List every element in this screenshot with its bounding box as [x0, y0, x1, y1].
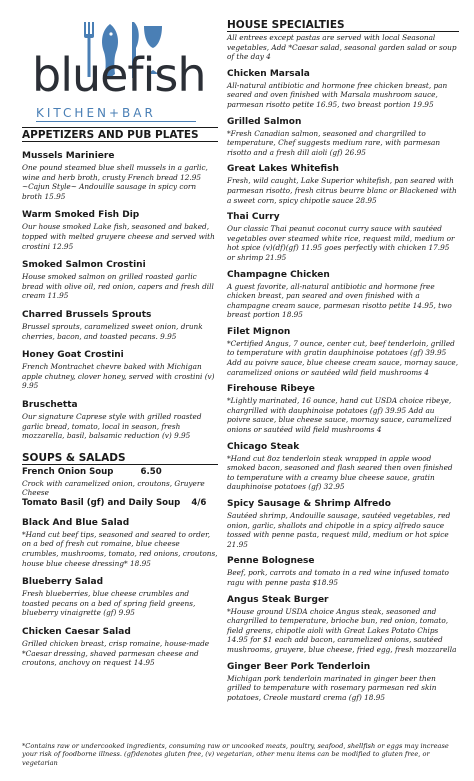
- item-desc: Our classic Thai peanut coconut curry sauce with sautéed vegetables over steamed white rice, request mild, medium or hot spice (v)(df)(gf) 11.95 goes perfectly with chicken 17.95 or shrimp 21.95: [227, 224, 455, 262]
- item-name: Firehouse Ribeye: [227, 384, 315, 395]
- menu-item: [227, 69, 459, 110]
- item-desc: *Lightly marinated, 16 ounce, hand cut USDA choice ribeye, chargrilled with dauphinoise potatoes (gf) 39.95 Add au poivre sauce, blue cheese sauce, mornay sauce, caramelized onions or sautéed wild field mushrooms 4: [227, 396, 452, 435]
- bluefish-logo: [18, 18, 206, 120]
- item-desc: *House ground USDA choice Angus steak, seasoned and chargrilled to temperature, brioche bun, red onion, tomato, field greens, chipotle aioli with Great Lakes Potato Chips 14.95 for $1 each add bacon, caramelized onions, sautéed mushrooms, gruyere, blue cheese, fried egg, fresh mozzarella: [227, 606, 457, 654]
- item-name: Tomato Basil (gf) and Daily Soup: [22, 497, 181, 508]
- french-onion-row: [22, 467, 218, 478]
- item-name: Mussels Mariniere: [22, 151, 115, 161]
- menu-item: [22, 151, 218, 201]
- soups-heading: SOUPS & SALADS: [22, 451, 218, 465]
- item-desc: Fresh, wild caught, Lake Superior whitefish, pan seared with parmesan risotto, fresh citrus beurre blanc or Blackened with a sweet corn, spicy chipotle sauce 28.95: [227, 176, 457, 205]
- item-desc: French Montrachet chevre baked with Michigan apple chutney, clover honey, served with crostini (v) 9.95: [22, 362, 215, 391]
- item-name: Chicken Caesar Salad: [22, 627, 131, 638]
- item-name: Chicago Steak: [227, 441, 300, 452]
- item-name: Thai Curry: [227, 212, 280, 223]
- menu-item: [22, 400, 218, 441]
- allergy-footnote: *Contains raw or undercooked ingredients, consuming raw or uncooked meats, poultry, seafood, shellfish or eggs may increase your risk of foodborne illness. (gf)denotes gluten free, (v) vegetarian, other menu items can be modified to gluten free, or vegetarian: [22, 742, 449, 767]
- item-name: Black And Blue Salad: [22, 517, 130, 528]
- item-desc: Beef, pork, carrots and tomato in a red wine infused tomato ragu with penne pasta $18.95: [227, 568, 449, 587]
- menu-item: [22, 210, 218, 251]
- item-name: Angus Steak Burger: [227, 594, 329, 605]
- menu-item: [22, 627, 218, 668]
- item-name: Smoked Salmon Crostini: [22, 260, 146, 271]
- menu-item: [22, 577, 218, 618]
- item-name: Great Lakes Whitefish: [227, 164, 339, 175]
- menu-item: [227, 556, 459, 587]
- item-desc: Our signature Caprese style with grilled roasted garlic bread, tomato, local in season, fresh mozzarella, basil, balsamic reduction (v) 9.95: [22, 411, 202, 441]
- menu-item: [227, 164, 459, 205]
- item-desc: Sautéed shrimp, Andouille sausage, sautéed vegetables, red onion, garlic, shallots and chipotle in a spicy alfredo sauce tossed with penne pasta, request mild, medium or hot spice 21.95: [227, 511, 451, 549]
- menu-item: [22, 260, 218, 301]
- item-price: 6.50: [140, 466, 162, 477]
- item-desc: One pound steamed blue shell mussels in a garlic, wine and herb broth, crusty French bread 12.95 ~Cajun Style~ Andouille sausage in spicy corn broth 15.95: [22, 163, 208, 201]
- menu-item: [22, 518, 218, 568]
- item-desc: *Certified Angus, 7 ounce, center cut, beef tenderloin, grilled to temperature with gratin dauphinoise potatoes (gf) 39.95 Add au poivre sauce, blue cheese cream sauce, mornay sauce, caramelized onions or sautéed wild field mushrooms 4: [227, 338, 459, 377]
- menu-item: [227, 662, 459, 703]
- item-name: Bruschetta: [22, 399, 78, 410]
- right-column: [227, 18, 459, 702]
- item-desc: Our house smoked Lake fish, seasoned and baked, topped with melted gruyere cheese and served with crostini 12.95: [22, 222, 215, 251]
- logo-divider: [36, 121, 196, 122]
- item-desc: Brussel sprouts, caramelized sweet onion, drunk cherries, bacon, and toasted pecans. 9.95: [22, 321, 203, 341]
- item-name: Champagne Chicken: [227, 269, 330, 280]
- appetizers-heading: APPETIZERS AND PUB PLATES: [22, 127, 218, 142]
- item-desc: *Fresh Canadian salmon, seasoned and chargrilled to temperature, Chef suggests medium rare, with parmesan risotto and a fresh dill aioli (gf) 26.95: [227, 128, 441, 157]
- menu-item: [227, 212, 459, 262]
- item-desc: Michigan pork tenderloin marinated in ginger beer then grilled to temperature with rosemary parmesan red skin potatoes, Creole mustard crema (gf) 18.95: [227, 673, 437, 702]
- item-desc: A guest favorite, all-natural antibiotic and hormone free chicken breast, pan seared and oven finished with a champagne cream sauce, parmesan risotto petite 14.95, two breast portion 18.95: [227, 281, 452, 320]
- left-column: [22, 127, 218, 668]
- item-name: Honey Goat Crostini: [22, 350, 124, 361]
- item-name: Penne Bolognese: [227, 556, 315, 567]
- item-desc: *Hand cut 8oz tenderloin steak wrapped in apple wood smoked bacon, seasoned and flash seared then oven finished to temperature with a creamy blue cheese sauce, gratin dauphinoise potatoes (gf) 32.95: [227, 453, 453, 492]
- item-desc: Fresh blueberries, blue cheese crumbles and toasted pecans on a bed of spring field greens, blueberry vinaigrette (gf) 9.95: [22, 589, 196, 618]
- menu-item: [227, 327, 459, 377]
- item-desc: Grilled chicken breast, crisp romaine, house-made *Caesar dressing, shaved parmesan cheese and croutons, anchovy on request 14.95: [22, 639, 210, 668]
- logo-subtitle: KITCHEN+BAR: [36, 106, 156, 120]
- item-desc: House smoked salmon on grilled roasted garlic bread with olive oil, red onion, capers and fresh dill cream 11.95: [22, 272, 214, 301]
- item-name: Spicy Sausage & Shrimp Alfredo: [227, 499, 391, 509]
- menu-item: [227, 384, 459, 434]
- menu-item: [227, 442, 459, 492]
- item-name: Grilled Salmon: [227, 116, 302, 127]
- item-name: Ginger Beer Pork Tenderloin: [227, 661, 371, 672]
- item-desc: All-natural antibiotic and hormone free chicken breast, pan seared and oven finished with Marsala mushroom sauce, parmesan risotto petite 16.95, two breast portion 19.95: [227, 80, 448, 109]
- item-name: Warm Smoked Fish Dip: [22, 210, 140, 221]
- specialties-intro: All entrees except pastas are served with local Seasonal vegetables, Add *Caesar salad, seasonal garden salad or soup of the day 4: [227, 33, 457, 62]
- item-name: Blueberry Salad: [22, 577, 104, 588]
- item-desc: Crock with caramelized onion, croutons, Gruyere Cheese: [22, 478, 205, 498]
- menu-item: [22, 350, 218, 391]
- house-specialties-heading: HOUSE SPECIALTIES: [227, 18, 459, 32]
- item-desc: *Hand cut beef tips, seasoned and seared to order, on a bed of fresh cut romaine, blue cheese crumbles, mushrooms, tomato, red onions, croutons, house blue cheese dressing* 18.95: [22, 529, 218, 568]
- item-name: French Onion Soup: [22, 466, 114, 477]
- item-name: Chicken Marsala: [227, 68, 310, 79]
- menu-item: [227, 595, 459, 655]
- item-price: 4/6: [191, 497, 207, 508]
- item-name: Charred Brussels Sprouts: [22, 309, 152, 320]
- menu-item: [227, 117, 459, 158]
- logo-wordmark: bluefish: [32, 48, 206, 102]
- item-name: Filet Mignon: [227, 326, 291, 337]
- menu-item: [227, 270, 459, 320]
- menu-item: [22, 310, 218, 341]
- tomato-basil-row: [22, 498, 218, 509]
- menu-item: [227, 499, 459, 549]
